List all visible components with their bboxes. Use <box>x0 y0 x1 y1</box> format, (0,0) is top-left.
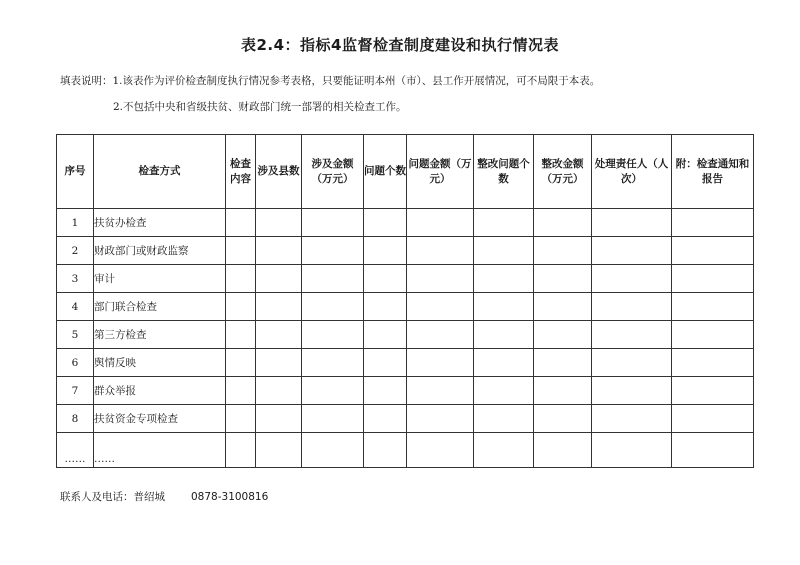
table-row <box>57 349 754 377</box>
empty-cell <box>474 377 534 405</box>
empty-cell <box>592 209 672 237</box>
empty-cell <box>226 349 256 377</box>
col-header: 附：检查通知和报告 <box>672 135 754 209</box>
row-number: 6 <box>57 349 94 377</box>
contact-line <box>60 489 268 504</box>
row-number: 7 <box>57 377 94 405</box>
empty-cell <box>534 377 592 405</box>
empty-cell <box>302 405 364 433</box>
empty-cell <box>302 349 364 377</box>
inspection-method: 部门联合检查 <box>94 293 226 321</box>
empty-cell <box>226 209 256 237</box>
empty-cell <box>672 209 754 237</box>
empty-cell <box>226 237 256 265</box>
inspection-method: 财政部门或财政监察 <box>94 237 226 265</box>
col-header: 序号 <box>57 135 94 209</box>
empty-cell <box>672 433 754 468</box>
table-row <box>57 265 754 293</box>
empty-cell <box>302 377 364 405</box>
empty-cell <box>534 209 592 237</box>
empty-cell <box>672 377 754 405</box>
empty-cell <box>407 293 474 321</box>
inspection-method: …… <box>94 433 226 468</box>
empty-cell <box>256 293 302 321</box>
col-header: 检查方式 <box>94 135 226 209</box>
page-title: 表2.4：指标4监督检查制度建设和执行情况表 <box>240 36 559 54</box>
empty-cell <box>364 377 407 405</box>
inspection-method: 舆情反映 <box>94 349 226 377</box>
col-header: 检查内容 <box>226 135 256 209</box>
table-row <box>57 209 754 237</box>
empty-cell <box>474 405 534 433</box>
empty-cell <box>474 293 534 321</box>
empty-cell <box>672 237 754 265</box>
empty-cell <box>592 265 672 293</box>
table-row <box>57 433 754 468</box>
empty-cell <box>302 433 364 468</box>
empty-cell <box>407 321 474 349</box>
empty-cell <box>534 237 592 265</box>
empty-cell <box>364 321 407 349</box>
empty-cell <box>226 405 256 433</box>
empty-cell <box>592 237 672 265</box>
empty-cell <box>534 433 592 468</box>
empty-cell <box>474 237 534 265</box>
inspection-method: 第三方检查 <box>94 321 226 349</box>
empty-cell <box>534 293 592 321</box>
inspection-method: 群众举报 <box>94 377 226 405</box>
empty-cell <box>407 433 474 468</box>
empty-cell <box>256 433 302 468</box>
table-row <box>57 377 754 405</box>
inspection-method: 扶贫办检查 <box>94 209 226 237</box>
empty-cell <box>534 349 592 377</box>
empty-cell <box>474 209 534 237</box>
empty-cell <box>364 349 407 377</box>
row-number: 2 <box>57 237 94 265</box>
row-number: 1 <box>57 209 94 237</box>
empty-cell <box>534 405 592 433</box>
row-number: 4 <box>57 293 94 321</box>
row-number: …… <box>57 433 94 468</box>
empty-cell <box>592 349 672 377</box>
empty-cell <box>592 293 672 321</box>
empty-cell <box>256 265 302 293</box>
table-row <box>57 321 754 349</box>
empty-cell <box>534 321 592 349</box>
empty-cell <box>302 321 364 349</box>
row-number: 5 <box>57 321 94 349</box>
empty-cell <box>302 293 364 321</box>
contact-phone: 0878-3100816 <box>191 491 269 503</box>
empty-cell <box>672 405 754 433</box>
empty-cell <box>302 265 364 293</box>
empty-cell <box>256 349 302 377</box>
empty-cell <box>672 265 754 293</box>
table-row <box>57 237 754 265</box>
inspection-method: 审计 <box>94 265 226 293</box>
empty-cell <box>226 433 256 468</box>
empty-cell <box>407 405 474 433</box>
empty-cell <box>256 377 302 405</box>
empty-cell <box>474 349 534 377</box>
col-header: 涉及金额（万元） <box>302 135 364 209</box>
empty-cell <box>226 293 256 321</box>
empty-cell <box>474 433 534 468</box>
empty-cell <box>256 321 302 349</box>
empty-cell <box>226 377 256 405</box>
empty-cell <box>407 265 474 293</box>
col-header: 问题个数 <box>364 135 407 209</box>
empty-cell <box>364 209 407 237</box>
empty-cell <box>407 349 474 377</box>
empty-cell <box>256 237 302 265</box>
col-header: 问题金额（万元） <box>407 135 474 209</box>
col-header: 整改问题个数 <box>474 135 534 209</box>
table-row <box>57 293 754 321</box>
empty-cell <box>592 433 672 468</box>
empty-cell <box>592 405 672 433</box>
empty-cell <box>256 405 302 433</box>
empty-cell <box>226 265 256 293</box>
empty-cell <box>672 349 754 377</box>
empty-cell <box>226 321 256 349</box>
empty-cell <box>364 405 407 433</box>
empty-cell <box>364 433 407 468</box>
col-header: 整改金额（万元） <box>534 135 592 209</box>
empty-cell <box>672 321 754 349</box>
col-header: 涉及县数 <box>256 135 302 209</box>
empty-cell <box>364 293 407 321</box>
empty-cell <box>534 265 592 293</box>
empty-cell <box>407 209 474 237</box>
table-row <box>57 405 754 433</box>
inspection-method: 扶贫资金专项检查 <box>94 405 226 433</box>
inspection-table <box>56 134 754 468</box>
empty-cell <box>364 237 407 265</box>
empty-cell <box>407 237 474 265</box>
header-row <box>57 135 754 209</box>
row-number: 3 <box>57 265 94 293</box>
empty-cell <box>592 377 672 405</box>
empty-cell <box>302 209 364 237</box>
instructions-line-1: 填表说明：1.该表作为评价检查制度执行情况参考表格，只要能证明本州（市）、县工作开展情况，可不局限于本表。 <box>60 75 601 87</box>
empty-cell <box>364 265 407 293</box>
empty-cell <box>474 321 534 349</box>
empty-cell <box>672 293 754 321</box>
row-number: 8 <box>57 405 94 433</box>
col-header: 处理责任人（人次） <box>592 135 672 209</box>
empty-cell <box>302 237 364 265</box>
empty-cell <box>407 377 474 405</box>
empty-cell <box>474 265 534 293</box>
instructions-line-2: 2.不包括中央和省级扶贫、财政部门统一部署的相关检查工作。 <box>113 101 407 113</box>
empty-cell <box>592 321 672 349</box>
empty-cell <box>256 209 302 237</box>
contact-label: 联系人及电话：普绍城 <box>60 491 165 503</box>
